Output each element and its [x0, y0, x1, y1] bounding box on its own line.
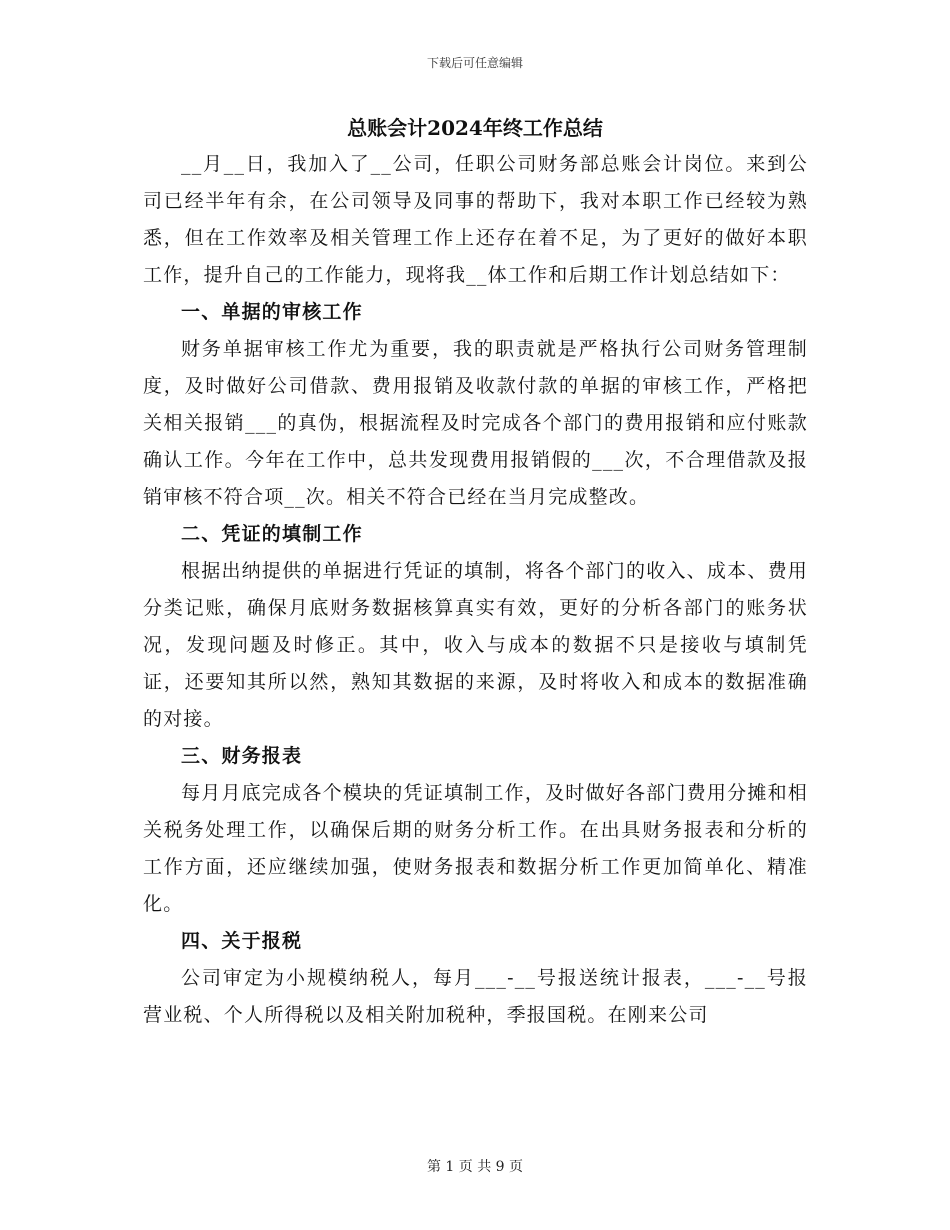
header-note: 下载后可任意编辑	[426, 56, 523, 70]
page-footer: 第 1 页 共 9 页	[426, 1159, 524, 1175]
section-heading-1: 一、单据的审核工作	[181, 301, 363, 323]
section-body-4: 公司审定为小规模纳税人，每月___-__号报送统计报表，___-__号报营业税、个人所得税以及相关附加税种，季报国税。在刚来公司	[143, 967, 808, 1026]
document-body	[143, 146, 808, 1034]
document-title: 总账会计2024年终工作总结	[347, 116, 603, 140]
section-heading-2: 二、凭证的填制工作	[181, 523, 363, 545]
intro-paragraph: __月__日，我加入了__公司，任职公司财务部总账会计岗位。来到公司已经半年有余，在公司领导及同事的帮助下，我对本职工作已经较为熟悉，但在工作效率及相关管理工作上还存在着不足，为了更好的做好本职工作，提升自己的工作能力，现将我__体工作和后期工作计划总结如下：	[143, 153, 808, 286]
section-heading-3: 三、财务报表	[181, 745, 303, 767]
section-heading-4: 四、关于报税	[181, 930, 303, 952]
section-body-1: 财务单据审核工作尤为重要，我的职责就是严格执行公司财务管理制度，及时做好公司借款、费用报销及收款付款的单据的审核工作，严格把关相关报销___的真伪，根据流程及时完成各个部门的费用报销和应付账款确认工作。今年在工作中，总共发现费用报销假的___次，不合理借款及报销审核不符合项__次。相关不符合已经在当月完成整改。	[143, 338, 808, 508]
section-body-2: 根据出纳提供的单据进行凭证的填制，将各个部门的收入、成本、费用分类记账，确保月底财务数据核算真实有效，更好的分析各部门的账务状况，发现问题及时修正。其中，收入与成本的数据不只是接收与填制凭证，还要知其所以然，熟知其数据的来源，及时将收入和成本的数据准确的对接。	[143, 560, 808, 730]
section-body-3: 每月月底完成各个模块的凭证填制工作，及时做好各部门费用分摊和相关税务处理工作，以确保后期的财务分析工作。在出具财务报表和分析的工作方面，还应继续加强，使财务报表和数据分析工作更加简单化、精准化。	[143, 782, 808, 915]
